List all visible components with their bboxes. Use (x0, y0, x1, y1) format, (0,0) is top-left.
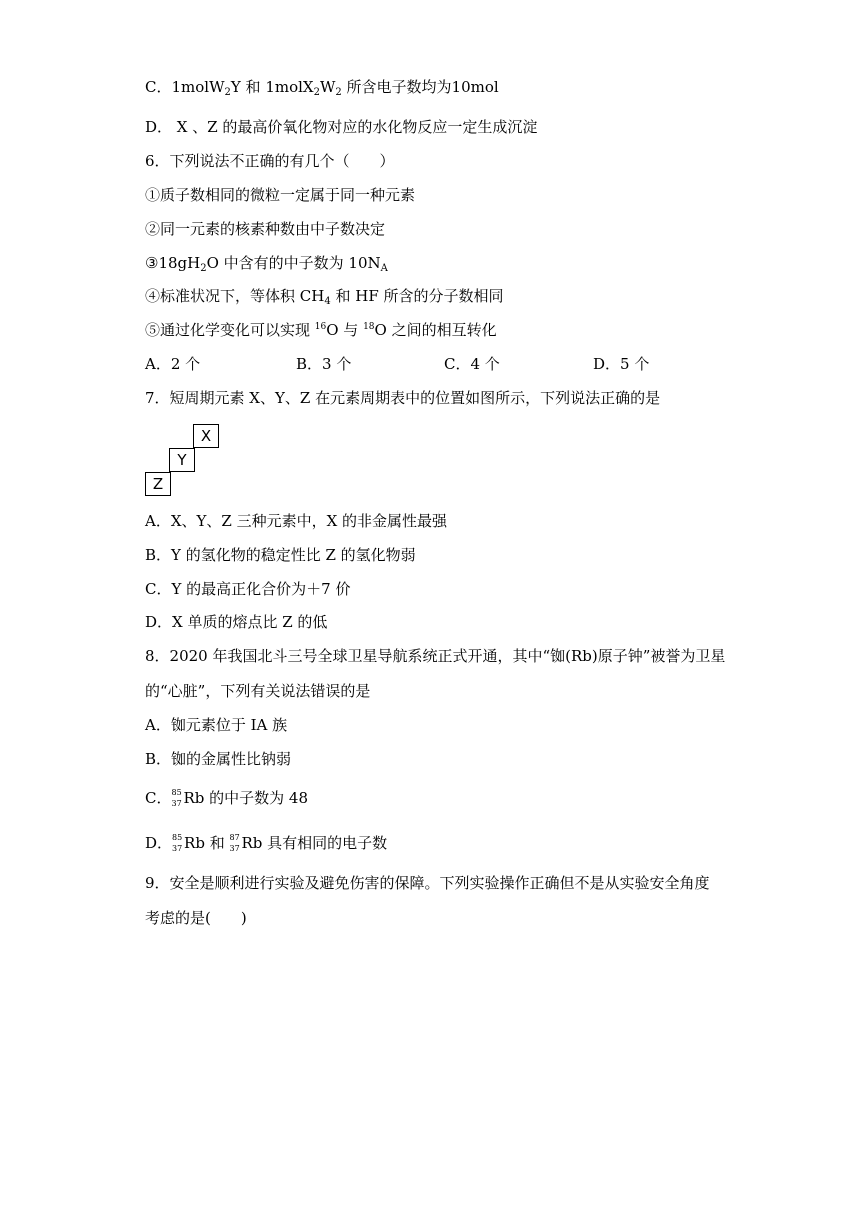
q5-option-d: D． X 、Z 的最高价氧化物对应的水化物反应一定生成沉淀 (145, 118, 538, 136)
q6-option-b: B．3 个 (296, 355, 352, 373)
periodic-cell-y: Y (169, 448, 195, 472)
q8-stem-line-2: 的“心脏”，下列有关说法错误的是 (145, 682, 371, 700)
q6-statement-2: ②同一元素的核素种数由中子数决定 (145, 220, 386, 238)
q7-option-c: C．Y 的最高正化合价为＋7 价 (145, 580, 351, 598)
q6-statement-4: ④标准状况下，等体积 $CH_4$ 和 HF 所含的分子数相同 (145, 287, 504, 307)
q6-options (145, 354, 745, 374)
q9-stem-line-1: 9．安全是顺利进行实验及避免伤害的保障。下列实验操作正确但不是从实验安全角度 (145, 874, 710, 892)
q7-stem: 7．短周期元素 X、Y、Z 在元素周期表中的位置如图所示，下列说法正确的是 (145, 389, 661, 407)
q6-statement-3: $③18gH_2O$ 中含有的中子数为 $10N_A$ (145, 254, 388, 274)
periodic-cell-x: X (193, 424, 219, 448)
q7-option-b: B．Y 的氢化物的稳定性比 Z 的氢化物弱 (145, 546, 416, 564)
isotope-notation: 85 37 (172, 833, 183, 853)
q7-option-d: D．X 单质的熔点比 Z 的低 (145, 613, 328, 631)
isotope-notation: 85 37 (171, 788, 182, 808)
q9-stem-line-2: 考虑的是( ) (145, 909, 247, 927)
q8-option-c: C． 85 37 Rb 的中子数为 48 (145, 788, 309, 808)
periodic-cell-z: Z (145, 472, 171, 496)
q8-option-b: B．铷的金属性比钠弱 (145, 750, 292, 768)
q6-option-c: C．4 个 (444, 355, 500, 373)
q6-statement-1: ①质子数相同的微粒一定属于同一种元素 (145, 186, 416, 204)
q6-stem: 6．下列说法不正确的有几个（ ） (145, 152, 395, 170)
q5-option-c: C．1molW$_2$Y 和 $1molX_2W_2$ 所含电子数均为10mol (145, 78, 499, 98)
q7-option-a: A．X、Y、Z 三种元素中，X 的非金属性最强 (145, 512, 448, 530)
q8-stem-line-1: 8．2020 年我国北斗三号全球卫星导航系统正式开通，其中“铷(Rb)原子钟”被誉为卫星 (145, 647, 726, 665)
q8-option-d: D． 85 37 Rb 和 87 37 Rb 具有相同的电子数 (145, 833, 388, 853)
q8-option-a: A．铷元素位于 IA 族 (145, 716, 288, 734)
q6-option-d: D．5 个 (593, 355, 650, 373)
q6-option-a: A．2 个 (145, 355, 201, 373)
isotope-notation: 87 37 (229, 833, 240, 853)
q6-statement-5: ⑤通过化学变化可以实现 $^{16}$O 与 $^{18}$O 之间的相互转化 (145, 321, 497, 339)
